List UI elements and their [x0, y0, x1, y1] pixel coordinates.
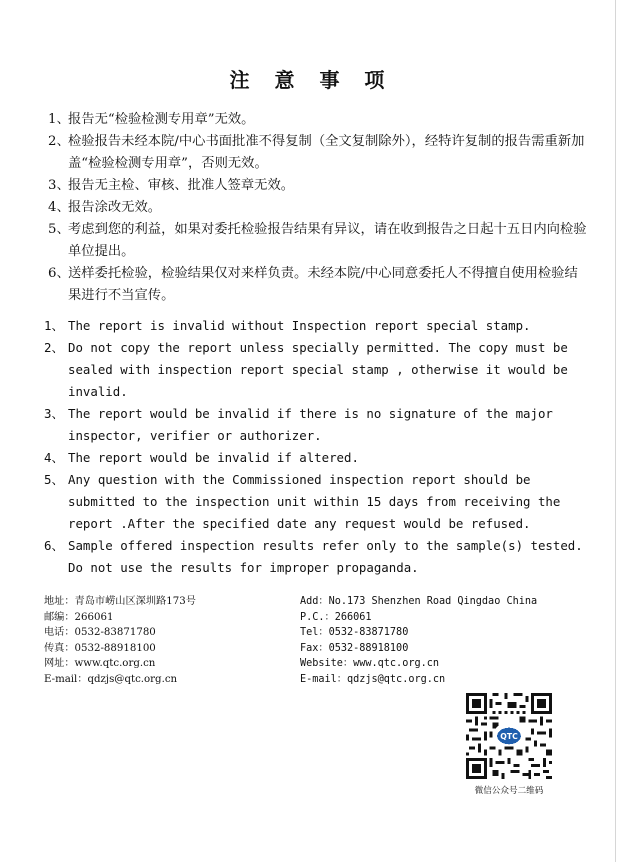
notes-chinese — [48, 109, 588, 307]
note-number: 2、 — [48, 134, 70, 149]
contact-fax: 传真：0532-88918100 — [44, 642, 156, 654]
note-cn-5 — [48, 219, 588, 263]
note-number: 6、 — [48, 266, 70, 281]
contact-email: E-mail：qdzjs@qtc.org.cn — [44, 673, 178, 685]
note-text: The report would be invalid if altered. — [68, 450, 359, 465]
note-text: 考虑到您的利益，如果对委托检验报告结果有异议，请在收到报告之日起十五日内向检验单位提出。 — [68, 222, 587, 259]
note-text: Any question with the Commissioned inspection report should be submitted to the inspection unit within 15 days from receiving the report .After the specified date any request would be refused. — [68, 472, 561, 531]
note-en-5 — [44, 469, 584, 535]
note-en-6 — [44, 535, 584, 579]
note-en-3 — [44, 403, 584, 447]
contact-postcode: P.C.：266061 — [300, 611, 372, 623]
contact-postcode: 邮编：266061 — [44, 611, 114, 623]
note-number: 4、 — [48, 200, 70, 215]
contact-tel: Tel：0532-83871780 — [300, 627, 409, 638]
contact-email: E-mail：qdzjs@qtc.org.cn — [300, 673, 446, 685]
note-en-1 — [44, 315, 584, 337]
qtc-logo-text: QTC — [500, 731, 518, 741]
note-cn-4 — [48, 197, 588, 219]
contact-address: 地址：青岛市崂山区深圳路173号 — [44, 596, 196, 607]
contact-fax: Fax：0532-88918100 — [300, 642, 409, 654]
note-text: 送样委托检验，检验结果仅对来样负责。未经本院/中心同意委托人不得擅自使用检验结果进行不当宣传。 — [68, 266, 578, 303]
note-text: 报告涂改无效。 — [68, 200, 162, 215]
note-text: The report is invalid without Inspection report special stamp. — [68, 318, 531, 333]
note-en-4 — [44, 447, 584, 469]
note-number: 3、 — [48, 178, 70, 193]
note-text: The report would be invalid if there is no signature of the major inspector, verifier or authorizer. — [68, 406, 553, 443]
contact-tel: 电话：0532-83871780 — [44, 627, 156, 638]
note-cn-6 — [48, 263, 588, 307]
note-number: 1、 — [48, 112, 70, 127]
note-cn-3 — [48, 175, 588, 197]
page-edge-line — [615, 0, 616, 862]
contact-website: Website：www.qtc.org.cn — [300, 658, 439, 669]
note-cn-1 — [48, 109, 588, 131]
contact-address: Add：No.173 Shenzhen Road Qingdao China — [300, 596, 538, 607]
page-title: 注 意 事 项 — [229, 68, 394, 92]
note-number: 5、 — [48, 222, 70, 237]
wechat-qr-code — [466, 693, 552, 779]
note-cn-2 — [48, 131, 588, 175]
note-text: Do not copy the report unless specially permitted. The copy must be sealed with inspection report special stamp , otherwise it would be invalid. — [68, 340, 568, 399]
note-text: 检验报告未经本院/中心书面批准不得复制（全文复制除外），经特许复制的报告需重新加盖“检验检测专用章”，否则无效。 — [68, 134, 585, 171]
note-text: Sample offered inspection results refer only to the sample(s) tested. Do not use the results for improper propaganda. — [68, 538, 583, 575]
note-number: 4、 — [44, 450, 64, 465]
note-number: 1、 — [44, 318, 64, 333]
contact-chinese — [44, 594, 284, 687]
note-number: 5、 — [44, 472, 64, 487]
contact-website: 网址：www.qtc.org.cn — [44, 658, 156, 669]
qr-caption: 微信公众号二维码 — [474, 786, 544, 796]
note-number: 6、 — [44, 538, 64, 553]
note-number: 3、 — [44, 406, 64, 421]
note-text: 报告无主检、审核、批准人签章无效。 — [68, 178, 295, 193]
notes-english — [44, 315, 584, 579]
note-text: 报告无“检验检测专用章”无效。 — [68, 112, 255, 127]
contact-english — [300, 594, 560, 687]
note-en-2 — [44, 337, 584, 403]
note-number: 2、 — [44, 340, 64, 355]
